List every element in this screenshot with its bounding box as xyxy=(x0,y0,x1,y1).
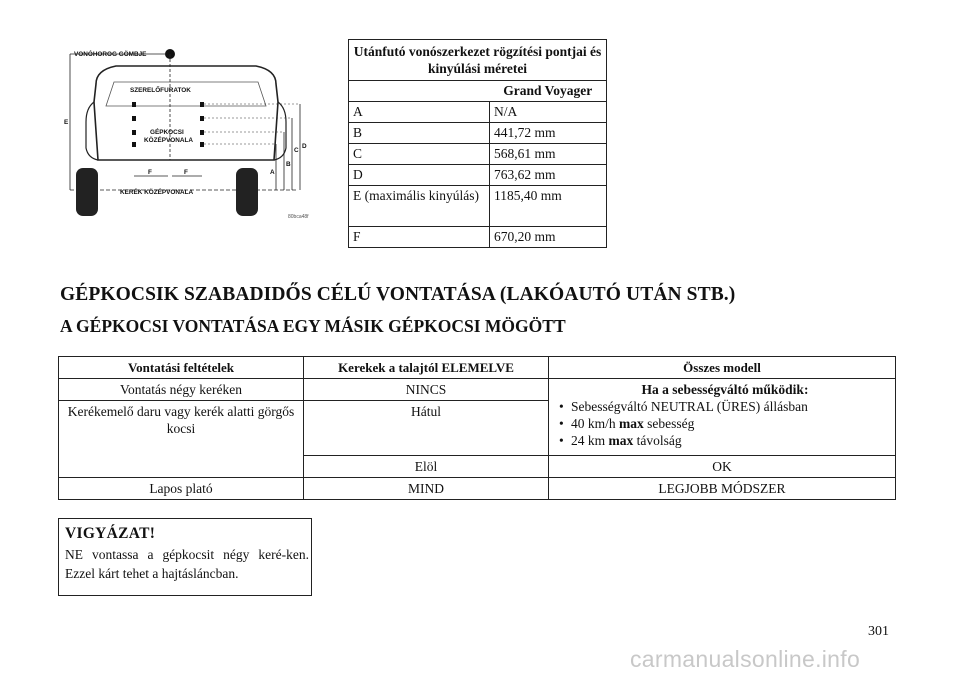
header-all-models: Összes modell xyxy=(549,357,896,379)
cell-condition: Kerékemelő daru vagy kerék alatti görgős kocsi xyxy=(59,401,304,478)
cell-result: OK xyxy=(549,456,896,478)
label-C: C xyxy=(294,147,299,154)
header-wheels-lifted: Kerekek a talajtól ELEMELVE xyxy=(304,357,549,379)
table-row xyxy=(349,227,607,248)
label-mounting-holes: SZERELŐFURATOK xyxy=(130,87,191,94)
cell-result: LEGJOBB MÓDSZER xyxy=(549,478,896,500)
label-wheel-centerline: KERÉK KÖZÉPVONALA xyxy=(120,189,194,196)
warning-box xyxy=(58,518,312,596)
conditions-list xyxy=(559,398,891,449)
cell-wheels: Elöl xyxy=(304,456,549,478)
dim-table-corner xyxy=(349,81,490,102)
left-wheel xyxy=(76,168,98,216)
cell-wheels: NINCS xyxy=(304,379,549,401)
dim-key: F xyxy=(349,227,490,248)
list-item: • Sebességváltó NEUTRAL (ÜRES) állásban xyxy=(559,398,891,415)
dim-table-column-header: Grand Voyager xyxy=(490,81,607,102)
label-E: E xyxy=(64,119,69,126)
table-row xyxy=(349,123,607,144)
table-header-row xyxy=(59,357,896,379)
section-heading: GÉPKOCSIK SZABADIDŐS CÉLÚ VONTATÁSA (LAKÓAUTÓ UTÁN STB.) xyxy=(60,284,736,305)
cell-wheels: Hátul xyxy=(304,401,549,456)
label-A: A xyxy=(270,169,275,176)
cell-condition: Lapos plató xyxy=(59,478,304,500)
dim-value: 568,61 mm xyxy=(490,144,607,165)
dim-key: D xyxy=(349,165,490,186)
page-number: 301 xyxy=(868,624,889,639)
dim-value: 1185,40 mm xyxy=(490,186,607,227)
dim-value: 763,62 mm xyxy=(490,165,607,186)
label-vehicle-centerline-1: GÉPKOCSI xyxy=(150,129,184,136)
vehicle-outline xyxy=(94,66,278,160)
table-row xyxy=(349,102,607,123)
dim-value: 441,72 mm xyxy=(490,123,607,144)
list-item: • 24 km max távolság xyxy=(559,432,891,449)
label-F-right: F xyxy=(184,169,188,176)
hitch-diagram xyxy=(56,42,322,224)
cell-condition: Vontatás négy keréken xyxy=(59,379,304,401)
right-wheel xyxy=(236,168,258,216)
dim-value: 670,20 mm xyxy=(490,227,607,248)
dim-key: A xyxy=(349,102,490,123)
label-vehicle-centerline-2: KÖZÉPVONALA xyxy=(144,137,193,144)
table-row xyxy=(59,478,896,500)
warning-text: NE vontassa a gépkocsit négy keré-ken. Ezzel kárt tehet a hajtásláncban. xyxy=(65,547,309,581)
table-row xyxy=(349,186,607,227)
dim-table-title: Utánfutó vonószerkezet rögzítési pontjai és kinyúlási méretei xyxy=(349,40,607,81)
warning-title: VIGYÁZAT! xyxy=(65,525,156,542)
label-F-left: F xyxy=(148,169,152,176)
watermark: carmanualsonline.info xyxy=(630,646,861,672)
table-row xyxy=(59,379,896,401)
header-conditions: Vontatási feltételek xyxy=(59,357,304,379)
cell-conditions-block xyxy=(549,379,896,456)
label-B: B xyxy=(286,161,291,168)
rear-window xyxy=(106,82,266,106)
cell-wheels: MIND xyxy=(304,478,549,500)
table-row xyxy=(349,165,607,186)
dim-key: E (maximális kinyúlás) xyxy=(349,186,490,227)
subsection-heading: A GÉPKOCSI VONTATÁSA EGY MÁSIK GÉPKOCSI MÖGÖTT xyxy=(60,316,566,336)
hitch-dimensions-table xyxy=(348,39,607,248)
list-item: • 40 km/h max sebesség xyxy=(559,415,891,432)
conditions-heading: Ha a sebességváltó működik: xyxy=(641,382,809,397)
towing-table xyxy=(58,356,896,500)
label-D: D xyxy=(302,143,307,150)
label-hitch-ball: VONÓHOROG GÖMBJE xyxy=(74,51,147,58)
dim-key: B xyxy=(349,123,490,144)
figure-code: 80bca48f xyxy=(288,214,309,220)
dim-key: C xyxy=(349,144,490,165)
table-row xyxy=(349,144,607,165)
dim-value: N/A xyxy=(490,102,607,123)
